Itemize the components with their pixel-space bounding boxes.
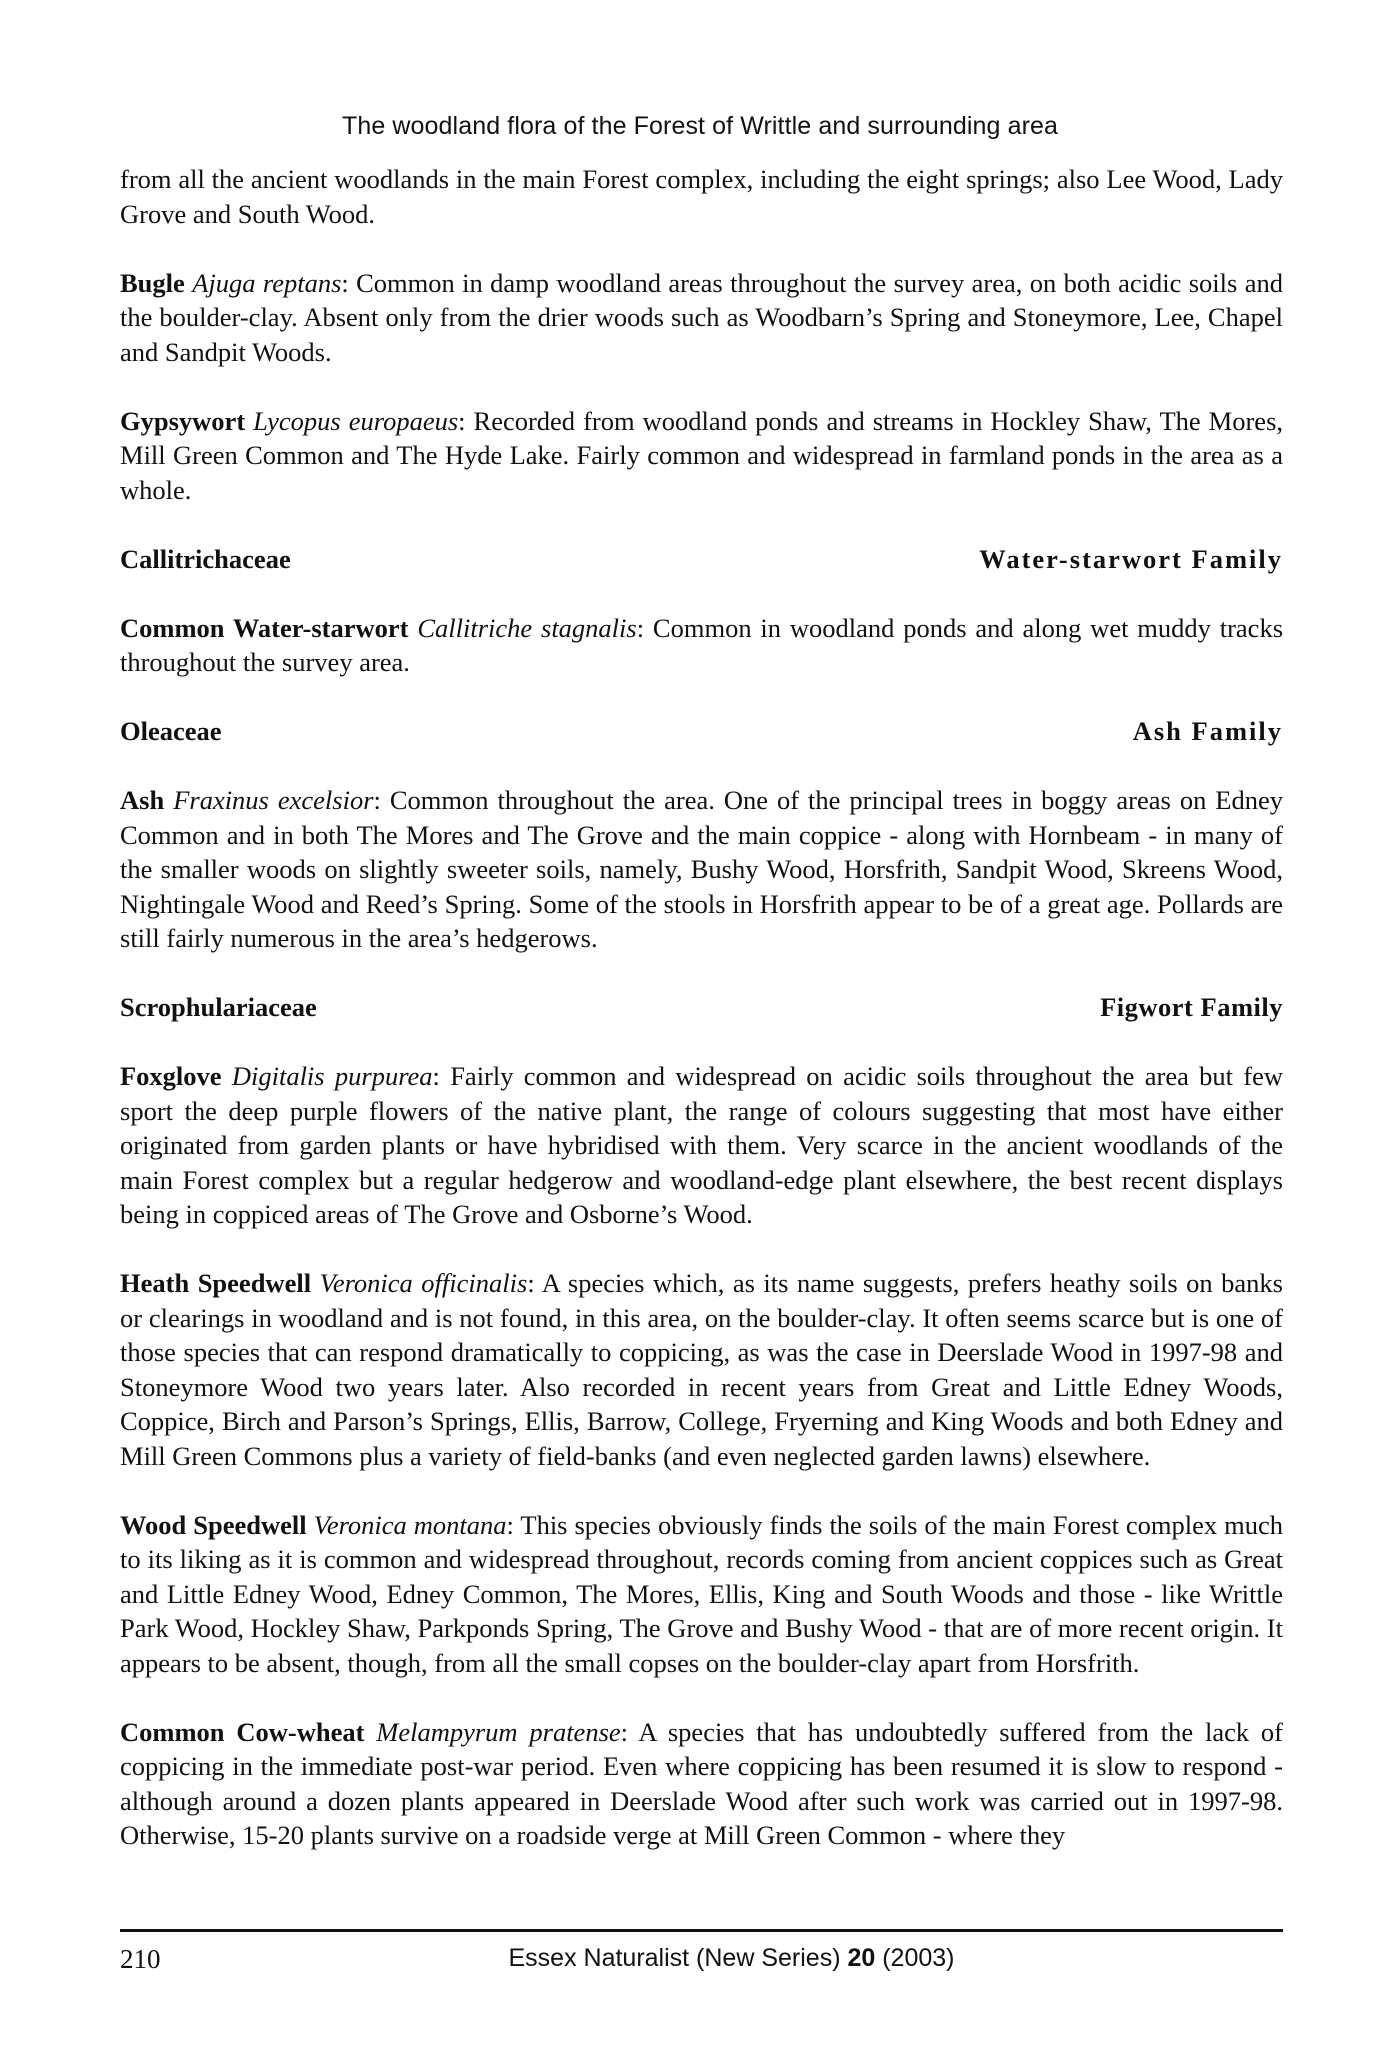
species-common-name: Foxglove <box>120 1061 222 1091</box>
family-latin-name: Oleaceae <box>120 716 222 746</box>
species-common-name: Wood Speedwell <box>120 1509 307 1540</box>
species-common-name: Heath Speedwell <box>120 1268 312 1298</box>
species-entry-foxglove <box>120 1059 1283 1232</box>
family-common-name: Water-starwort Family <box>979 543 1283 574</box>
species-description: : Common in damp woodland areas throughout the survey area, on both acidic soils and the boulder-clay. Absent only from the drier woods such as Woodbarn’s Spring and Stoneymore, Lee, Chapel and Sandpit Woods. <box>120 267 1283 367</box>
species-entry-common-water-starwort <box>120 611 1283 680</box>
paragraph-text: from all the ancient woodlands in the main Forest complex, including the eight springs; also Lee Wood, Lady Grove and South Wood. <box>120 164 1283 229</box>
species-description: : A species that has undoubtedly suffered from the lack of coppicing in the immediate post-war period. Even where coppicing has been resumed it is slow to respond - although around a dozen plants appeared in Deerslade Wood after such work was carried out in 1997-98. Otherwise, 15-20 plants survive on a roadside verge at Mill Green Common - where they <box>120 1716 1283 1850</box>
species-common-name: Gypsywort <box>120 405 246 436</box>
family-common-name: Figwort Family <box>1100 992 1283 1022</box>
species-latin-name: Callitriche stagnalis <box>417 612 637 643</box>
journal-citation <box>120 1944 1283 1973</box>
journal-volume: 20 <box>847 1944 876 1972</box>
journal-year: (2003) <box>875 1944 955 1972</box>
species-description: : A species which, as its name suggests, prefers heathy soils on banks or clearings in woodland and is not found, in this area, on the boulder-clay. It often seems scarce but is one of those species that can respond dramatically to coppicing, as was the case in Deerslade Wood in 1997-98 and Stoneymore Wood two years later. Also recorded in recent years from Great and Little Edney Woods, Coppice, Birch and Parson’s Springs, Ellis, Barrow, College, Fryerning and King Woods and both Edney and Mill Green Commons plus a variety of field-banks (and even neglected garden lawns) elsewhere. <box>120 1268 1283 1471</box>
species-description: : Common throughout the area. One of the principal trees in boggy areas on Edney Common and in both The Mores and The Grove and the main coppice - along with Hornbeam - in many of the smaller woods on slightly sweeter soils, namely, Bushy Wood, Horsfrith, Sandpit Wood, Skreens Wood, Nightingale Wood and Reed’s Spring. Some of the stools in Horsfrith appear to be of a great age. Pollards are still fairly numerous in the area’s hedgerows. <box>120 785 1283 953</box>
page-number: 210 <box>120 1944 161 1974</box>
species-entry-heath-speedwell <box>120 1266 1283 1473</box>
family-latin-name: Callitrichaceae <box>120 543 291 574</box>
species-description: : This species obviously finds the soils of the main Forest complex much to its liking as it is common and widespread throughout, records coming from ancient coppices such as Great and Little Edney Wood, Edney Common, The Mores, Ellis, King and South Woods and those - like Writtle Park Wood, Hockley Shaw, Parkponds Spring, The Grove and Bushy Wood - that are of more recent origin. It appears to be absent, though, from all the small copses on the boulder-clay apart from Horsfrith. <box>120 1509 1284 1678</box>
species-latin-name: Veronica montana <box>313 1509 507 1540</box>
species-latin-name: Fraxinus excelsior <box>173 785 374 815</box>
footer-rule <box>120 1929 1283 1932</box>
species-entry-gypsywort <box>120 404 1283 508</box>
page-body <box>120 162 1283 1853</box>
species-latin-name: Lycopus europaeus <box>253 405 459 436</box>
species-description: : Fairly common and widespread on acidic soils throughout the area but few sport the deep purple flowers of the native plant, the range of colours suggesting that most have either originated from garden plants or have hybridised with them. Very scarce in the ancient woodlands of the main Forest complex but a regular hedgerow and woodland-edge plant elsewhere, the best recent displays being in coppiced areas of The Grove and Osborne’s Wood. <box>120 1061 1283 1229</box>
species-entry-wood-speedwell <box>120 1508 1283 1681</box>
continued-paragraph <box>120 162 1283 231</box>
species-common-name: Bugle <box>120 267 185 298</box>
family-heading-scrophulariaceae <box>120 990 1283 1025</box>
family-latin-name: Scrophulariaceae <box>120 992 317 1022</box>
species-latin-name: Veronica officinalis <box>319 1268 528 1298</box>
species-entry-bugle <box>120 266 1283 370</box>
species-common-name: Ash <box>120 785 165 815</box>
species-latin-name: Digitalis purpurea <box>231 1061 433 1091</box>
species-common-name: Common Cow-wheat <box>120 1716 365 1747</box>
species-latin-name: Melampyrum pratense <box>376 1716 621 1747</box>
species-latin-name: Ajuga reptans <box>192 267 342 298</box>
species-description: : Common in woodland ponds and along wet muddy tracks throughout the survey area. <box>120 612 1284 677</box>
family-common-name: Ash Family <box>1132 716 1283 746</box>
species-common-name: Common Water-starwort <box>120 612 409 643</box>
journal-title: Essex Naturalist (New Series) <box>508 1944 848 1972</box>
family-heading-callitrichaceae <box>120 542 1283 577</box>
page-footer <box>120 1944 1283 1984</box>
species-description: : Recorded from woodland ponds and streams in Hockley Shaw, The Mores, Mill Green Common and The Hyde Lake. Fairly common and widespread in farmland ponds in the area as a whole. <box>120 405 1284 505</box>
species-entry-common-cow-wheat <box>120 1715 1283 1853</box>
species-entry-ash <box>120 783 1283 956</box>
running-header: The woodland flora of the Forest of Writtle and surrounding area <box>341 112 1059 140</box>
family-heading-oleaceae <box>120 714 1283 749</box>
